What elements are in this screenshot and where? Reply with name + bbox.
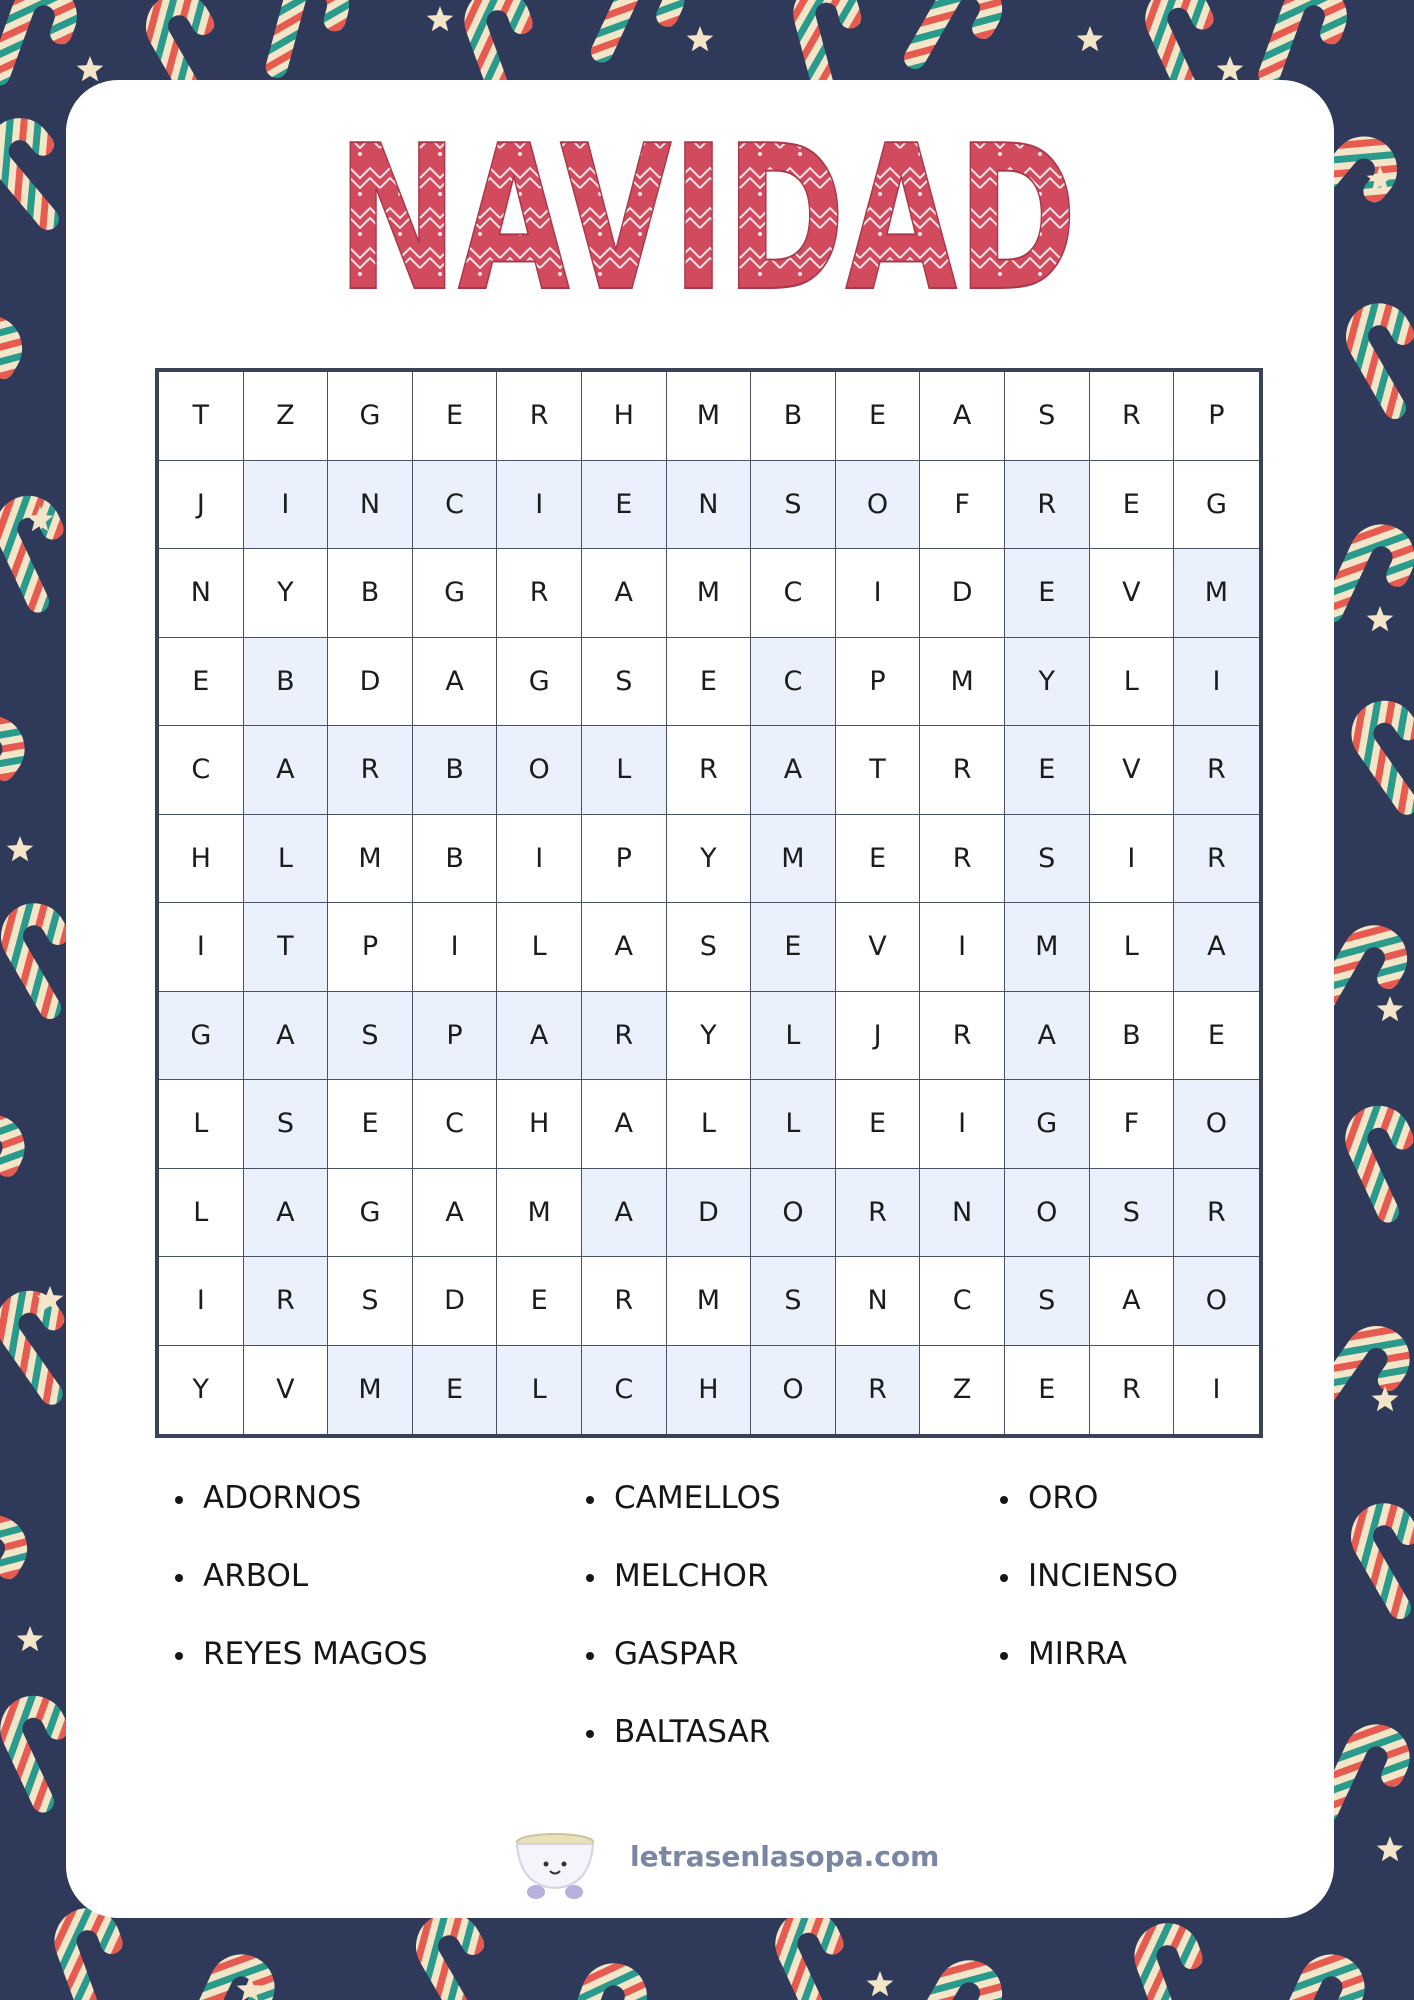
star-decoration [17, 1626, 44, 1651]
grid-cell[interactable]: P [582, 815, 667, 904]
grid-cell[interactable]: F [920, 461, 1005, 550]
grid-cell[interactable]: M [1005, 903, 1090, 992]
grid-cell[interactable]: E [751, 903, 836, 992]
word-item: CAMELLOS [586, 1478, 781, 1519]
grid-cell[interactable]: B [413, 815, 498, 904]
grid-cell[interactable]: V [1090, 549, 1175, 638]
grid-cell[interactable]: D [413, 1257, 498, 1346]
candy-cane-decoration [779, 1915, 858, 2000]
grid-cell[interactable]: B [328, 549, 413, 638]
grid-cell[interactable]: R [1174, 726, 1259, 815]
grid-cell[interactable]: S [1090, 1169, 1175, 1258]
grid-cell[interactable]: A [582, 1169, 667, 1258]
grid-cell[interactable]: A [244, 726, 329, 815]
star-decoration [427, 6, 454, 31]
grid-cell[interactable]: A [497, 992, 582, 1081]
grid-cell[interactable]: C [159, 726, 244, 815]
title-text: NAVIDAD [337, 103, 1077, 336]
word-item: GASPAR [586, 1634, 781, 1675]
grid-cell[interactable]: A [1174, 903, 1259, 992]
grid-cell[interactable]: L [497, 1346, 582, 1435]
candy-cane-decoration [192, 1958, 271, 2000]
grid-cell[interactable]: L [751, 1080, 836, 1169]
grid-cell[interactable]: F [1090, 1080, 1175, 1169]
grid-cell[interactable]: A [1090, 1257, 1175, 1346]
grid-cell[interactable]: I [497, 461, 582, 550]
grid-cell[interactable]: H [497, 1080, 582, 1169]
grid-cell[interactable]: A [582, 1080, 667, 1169]
grid-cell[interactable]: R [497, 549, 582, 638]
grid-cell[interactable]: A [582, 549, 667, 638]
grid-cell[interactable]: A [413, 1169, 498, 1258]
grid-cell[interactable]: C [920, 1257, 1005, 1346]
grid-cell[interactable]: R [1090, 1346, 1175, 1435]
grid-cell[interactable]: L [244, 815, 329, 904]
grid-cell[interactable]: R [1090, 372, 1175, 461]
grid-cell[interactable]: R [582, 1257, 667, 1346]
grid-cell[interactable]: E [413, 1346, 498, 1435]
grid-cell[interactable]: M [667, 372, 752, 461]
grid-cell[interactable]: S [751, 1257, 836, 1346]
grid-cell[interactable]: H [582, 372, 667, 461]
grid-cell[interactable]: Y [667, 815, 752, 904]
candy-cane-decoration [0, 1518, 24, 1620]
candy-cane-decoration [0, 318, 19, 420]
grid-cell[interactable]: O [1005, 1169, 1090, 1258]
site-logo-text: letrasenlasopa.com [630, 1840, 940, 1873]
grid-cell[interactable]: I [1090, 815, 1175, 904]
grid-cell[interactable]: L [582, 726, 667, 815]
grid-cell[interactable]: R [582, 992, 667, 1081]
candy-cane-decoration [1149, 0, 1228, 92]
grid-cell[interactable]: T [244, 903, 329, 992]
grid-cell[interactable]: I [920, 903, 1005, 992]
grid-cell[interactable]: I [159, 903, 244, 992]
grid-cell[interactable]: E [1005, 549, 1090, 638]
grid-cell[interactable]: O [751, 1346, 836, 1435]
grid-cell[interactable]: A [413, 638, 498, 727]
word-item: ARBOL [175, 1556, 428, 1597]
grid-cell[interactable]: P [413, 992, 498, 1081]
grid-cell[interactable]: I [497, 815, 582, 904]
grid-cell[interactable]: L [1090, 903, 1175, 992]
grid-cell[interactable]: L [159, 1169, 244, 1258]
grid-cell[interactable]: A [920, 372, 1005, 461]
grid-cell[interactable]: R [497, 372, 582, 461]
grid-cell[interactable]: C [413, 1080, 498, 1169]
candy-cane-decoration [915, 1963, 999, 2000]
star-decoration [1372, 1386, 1399, 1411]
grid-cell[interactable]: Z [244, 372, 329, 461]
grid-cell[interactable]: H [159, 815, 244, 904]
grid-cell[interactable]: M [497, 1169, 582, 1258]
grid-cell[interactable]: A [244, 1169, 329, 1258]
grid-cell[interactable]: L [497, 903, 582, 992]
star-decoration [1217, 56, 1244, 81]
grid-cell[interactable]: J [836, 992, 921, 1081]
candy-cane-decoration [569, 1968, 642, 2000]
candy-cane-decoration [0, 1118, 21, 1220]
word-item: BALTASAR [586, 1712, 781, 1753]
grid-cell[interactable]: B [751, 372, 836, 461]
grid-cell[interactable]: B [1090, 992, 1175, 1081]
word-list-column-2 [586, 1478, 781, 1790]
grid-cell[interactable]: N [159, 549, 244, 638]
grid-cell[interactable]: E [1174, 992, 1259, 1081]
grid-cell[interactable]: A [244, 992, 329, 1081]
grid-cell[interactable]: C [413, 461, 498, 550]
grid-cell[interactable]: N [667, 461, 752, 550]
candy-cane-decoration [1354, 703, 1414, 804]
candy-cane-decoration [1327, 1728, 1406, 1830]
grid-cell[interactable]: Y [159, 1346, 244, 1435]
grid-cell[interactable]: M [920, 638, 1005, 727]
grid-cell[interactable]: R [244, 1257, 329, 1346]
grid-cell[interactable]: M [1174, 549, 1259, 638]
grid-cell[interactable]: S [1005, 372, 1090, 461]
grid-cell[interactable]: M [328, 1346, 413, 1435]
candy-cane-decoration [419, 1916, 503, 2000]
candy-cane-decoration [0, 718, 22, 819]
grid-cell[interactable]: B [413, 726, 498, 815]
soup-bowl-logo-icon [510, 1820, 610, 1900]
grid-cell[interactable]: O [836, 461, 921, 550]
grid-cell[interactable]: V [836, 903, 921, 992]
grid-cell[interactable]: G [328, 372, 413, 461]
grid-cell[interactable]: E [328, 1080, 413, 1169]
grid-cell[interactable]: R [920, 815, 1005, 904]
star-decoration [7, 836, 34, 861]
grid-cell[interactable]: Z [920, 1346, 1005, 1435]
grid-cell[interactable]: E [1005, 1346, 1090, 1435]
grid-cell[interactable]: I [244, 461, 329, 550]
grid-cell[interactable]: V [1090, 726, 1175, 815]
grid-cell[interactable]: R [1174, 1169, 1259, 1258]
grid-cell[interactable]: L [667, 1080, 752, 1169]
candy-cane-decoration [1282, 1958, 1361, 2000]
grid-cell[interactable]: I [920, 1080, 1005, 1169]
grid-cell[interactable]: T [159, 372, 244, 461]
star-decoration [867, 1971, 894, 1996]
grid-cell[interactable]: S [328, 992, 413, 1081]
star-decoration [687, 26, 714, 51]
grid-cell[interactable]: A [751, 726, 836, 815]
grid-cell[interactable]: P [328, 903, 413, 992]
grid-cell[interactable]: G [497, 638, 582, 727]
grid-cell[interactable]: S [1005, 1257, 1090, 1346]
grid-cell[interactable]: E [413, 372, 498, 461]
grid-cell[interactable]: R [1174, 815, 1259, 904]
word-item: REYES MAGOS [175, 1634, 428, 1675]
candy-cane-decoration [1354, 1506, 1414, 1608]
grid-cell[interactable]: A [1005, 992, 1090, 1081]
grid-cell[interactable]: S [244, 1080, 329, 1169]
grid-cell[interactable]: E [836, 815, 921, 904]
candy-cane-decoration [915, 0, 999, 80]
word-list-column-1 [175, 1478, 428, 1712]
grid-cell[interactable]: N [836, 1257, 921, 1346]
word-list-column-3 [1000, 1478, 1178, 1712]
star-decoration [77, 56, 104, 81]
word-item: INCIENSO [1000, 1556, 1178, 1597]
star-decoration [1077, 26, 1104, 51]
candy-cane-decoration [0, 0, 72, 90]
candy-cane-decoration [1139, 1928, 1212, 2000]
grid-cell[interactable]: V [244, 1346, 329, 1435]
grid-cell[interactable]: D [920, 549, 1005, 638]
grid-cell[interactable]: O [497, 726, 582, 815]
word-item: MELCHOR [586, 1556, 781, 1597]
grid-cell[interactable]: O [1174, 1080, 1259, 1169]
word-item: MIRRA [1000, 1634, 1178, 1675]
grid-cell[interactable]: G [1005, 1080, 1090, 1169]
grid-cell[interactable]: Y [1005, 638, 1090, 727]
grid-cell[interactable]: C [751, 549, 836, 638]
candy-cane-decoration [1349, 1110, 1414, 1212]
word-item: ADORNOS [175, 1478, 428, 1519]
grid-cell[interactable]: R [836, 1169, 921, 1258]
grid-cell[interactable]: L [751, 992, 836, 1081]
candy-cane-decoration [1332, 528, 1411, 630]
star-decoration [1377, 996, 1404, 1021]
grid-cell[interactable]: E [667, 638, 752, 727]
grid-cell[interactable]: S [751, 461, 836, 550]
grid-cell[interactable]: R [836, 1346, 921, 1435]
candy-cane-decoration [1349, 306, 1414, 408]
grid-cell[interactable]: R [920, 992, 1005, 1081]
candy-cane-decoration [1269, 0, 1342, 90]
grid-cell[interactable]: G [328, 1169, 413, 1258]
grid-cell[interactable]: L [1090, 638, 1175, 727]
grid-cell[interactable]: I [1174, 638, 1259, 727]
grid-cell[interactable]: G [413, 549, 498, 638]
grid-cell[interactable]: S [667, 903, 752, 992]
grid-cell[interactable]: E [582, 461, 667, 550]
grid-cell[interactable]: G [1174, 461, 1259, 550]
candy-cane-decoration [59, 1913, 132, 2000]
grid-cell[interactable]: E [1005, 726, 1090, 815]
grid-cell[interactable]: A [582, 903, 667, 992]
grid-cell[interactable]: P [836, 638, 921, 727]
star-decoration [1377, 1836, 1404, 1861]
candy-cane-decoration [602, 0, 681, 70]
grid-cell[interactable]: E [1090, 461, 1175, 550]
grid-cell[interactable]: M [667, 1257, 752, 1346]
star-decoration [1367, 606, 1394, 631]
grid-cell[interactable]: J [159, 461, 244, 550]
grid-cell[interactable]: R [667, 726, 752, 815]
grid-cell[interactable]: Y [667, 992, 752, 1081]
word-search-grid [155, 368, 1263, 1438]
grid-cell[interactable]: S [1005, 815, 1090, 904]
grid-cell[interactable]: S [582, 638, 667, 727]
grid-cell[interactable]: I [159, 1257, 244, 1346]
grid-cell[interactable]: S [328, 1257, 413, 1346]
grid-cell[interactable]: M [751, 815, 836, 904]
grid-cell[interactable]: R [920, 726, 1005, 815]
grid-cell[interactable]: L [159, 1080, 244, 1169]
grid-cell[interactable]: D [667, 1169, 752, 1258]
grid-cell[interactable]: T [836, 726, 921, 815]
footer [510, 1820, 940, 1900]
grid-cell[interactable]: R [328, 726, 413, 815]
grid-cell[interactable]: O [751, 1169, 836, 1258]
grid-cell[interactable]: D [328, 638, 413, 727]
page-title [300, 103, 1114, 336]
grid-cell[interactable]: O [1174, 1257, 1259, 1346]
grid-cell[interactable]: M [667, 549, 752, 638]
grid-cell[interactable]: E [159, 638, 244, 727]
grid-cell[interactable]: I [836, 549, 921, 638]
grid-cell[interactable]: R [1005, 461, 1090, 550]
grid-cell[interactable]: C [751, 638, 836, 727]
grid-cell[interactable]: G [159, 992, 244, 1081]
grid-cell[interactable]: E [497, 1257, 582, 1346]
grid-cell[interactable]: E [836, 372, 921, 461]
grid-cell[interactable]: P [1174, 372, 1259, 461]
grid-cell[interactable]: H [667, 1346, 752, 1435]
grid-cell[interactable]: I [413, 903, 498, 992]
grid-cell[interactable]: B [244, 638, 329, 727]
grid-cell[interactable]: N [328, 461, 413, 550]
grid-cell[interactable]: Y [244, 549, 329, 638]
candy-cane-decoration [277, 0, 343, 78]
grid-cell[interactable]: C [582, 1346, 667, 1435]
grid-cell[interactable]: M [328, 815, 413, 904]
word-item: ORO [1000, 1478, 1178, 1519]
grid-cell[interactable]: N [920, 1169, 1005, 1258]
candy-cane-decoration [799, 0, 865, 87]
grid-cell[interactable]: E [836, 1080, 921, 1169]
grid-cell[interactable]: I [1212, 1374, 1221, 1406]
